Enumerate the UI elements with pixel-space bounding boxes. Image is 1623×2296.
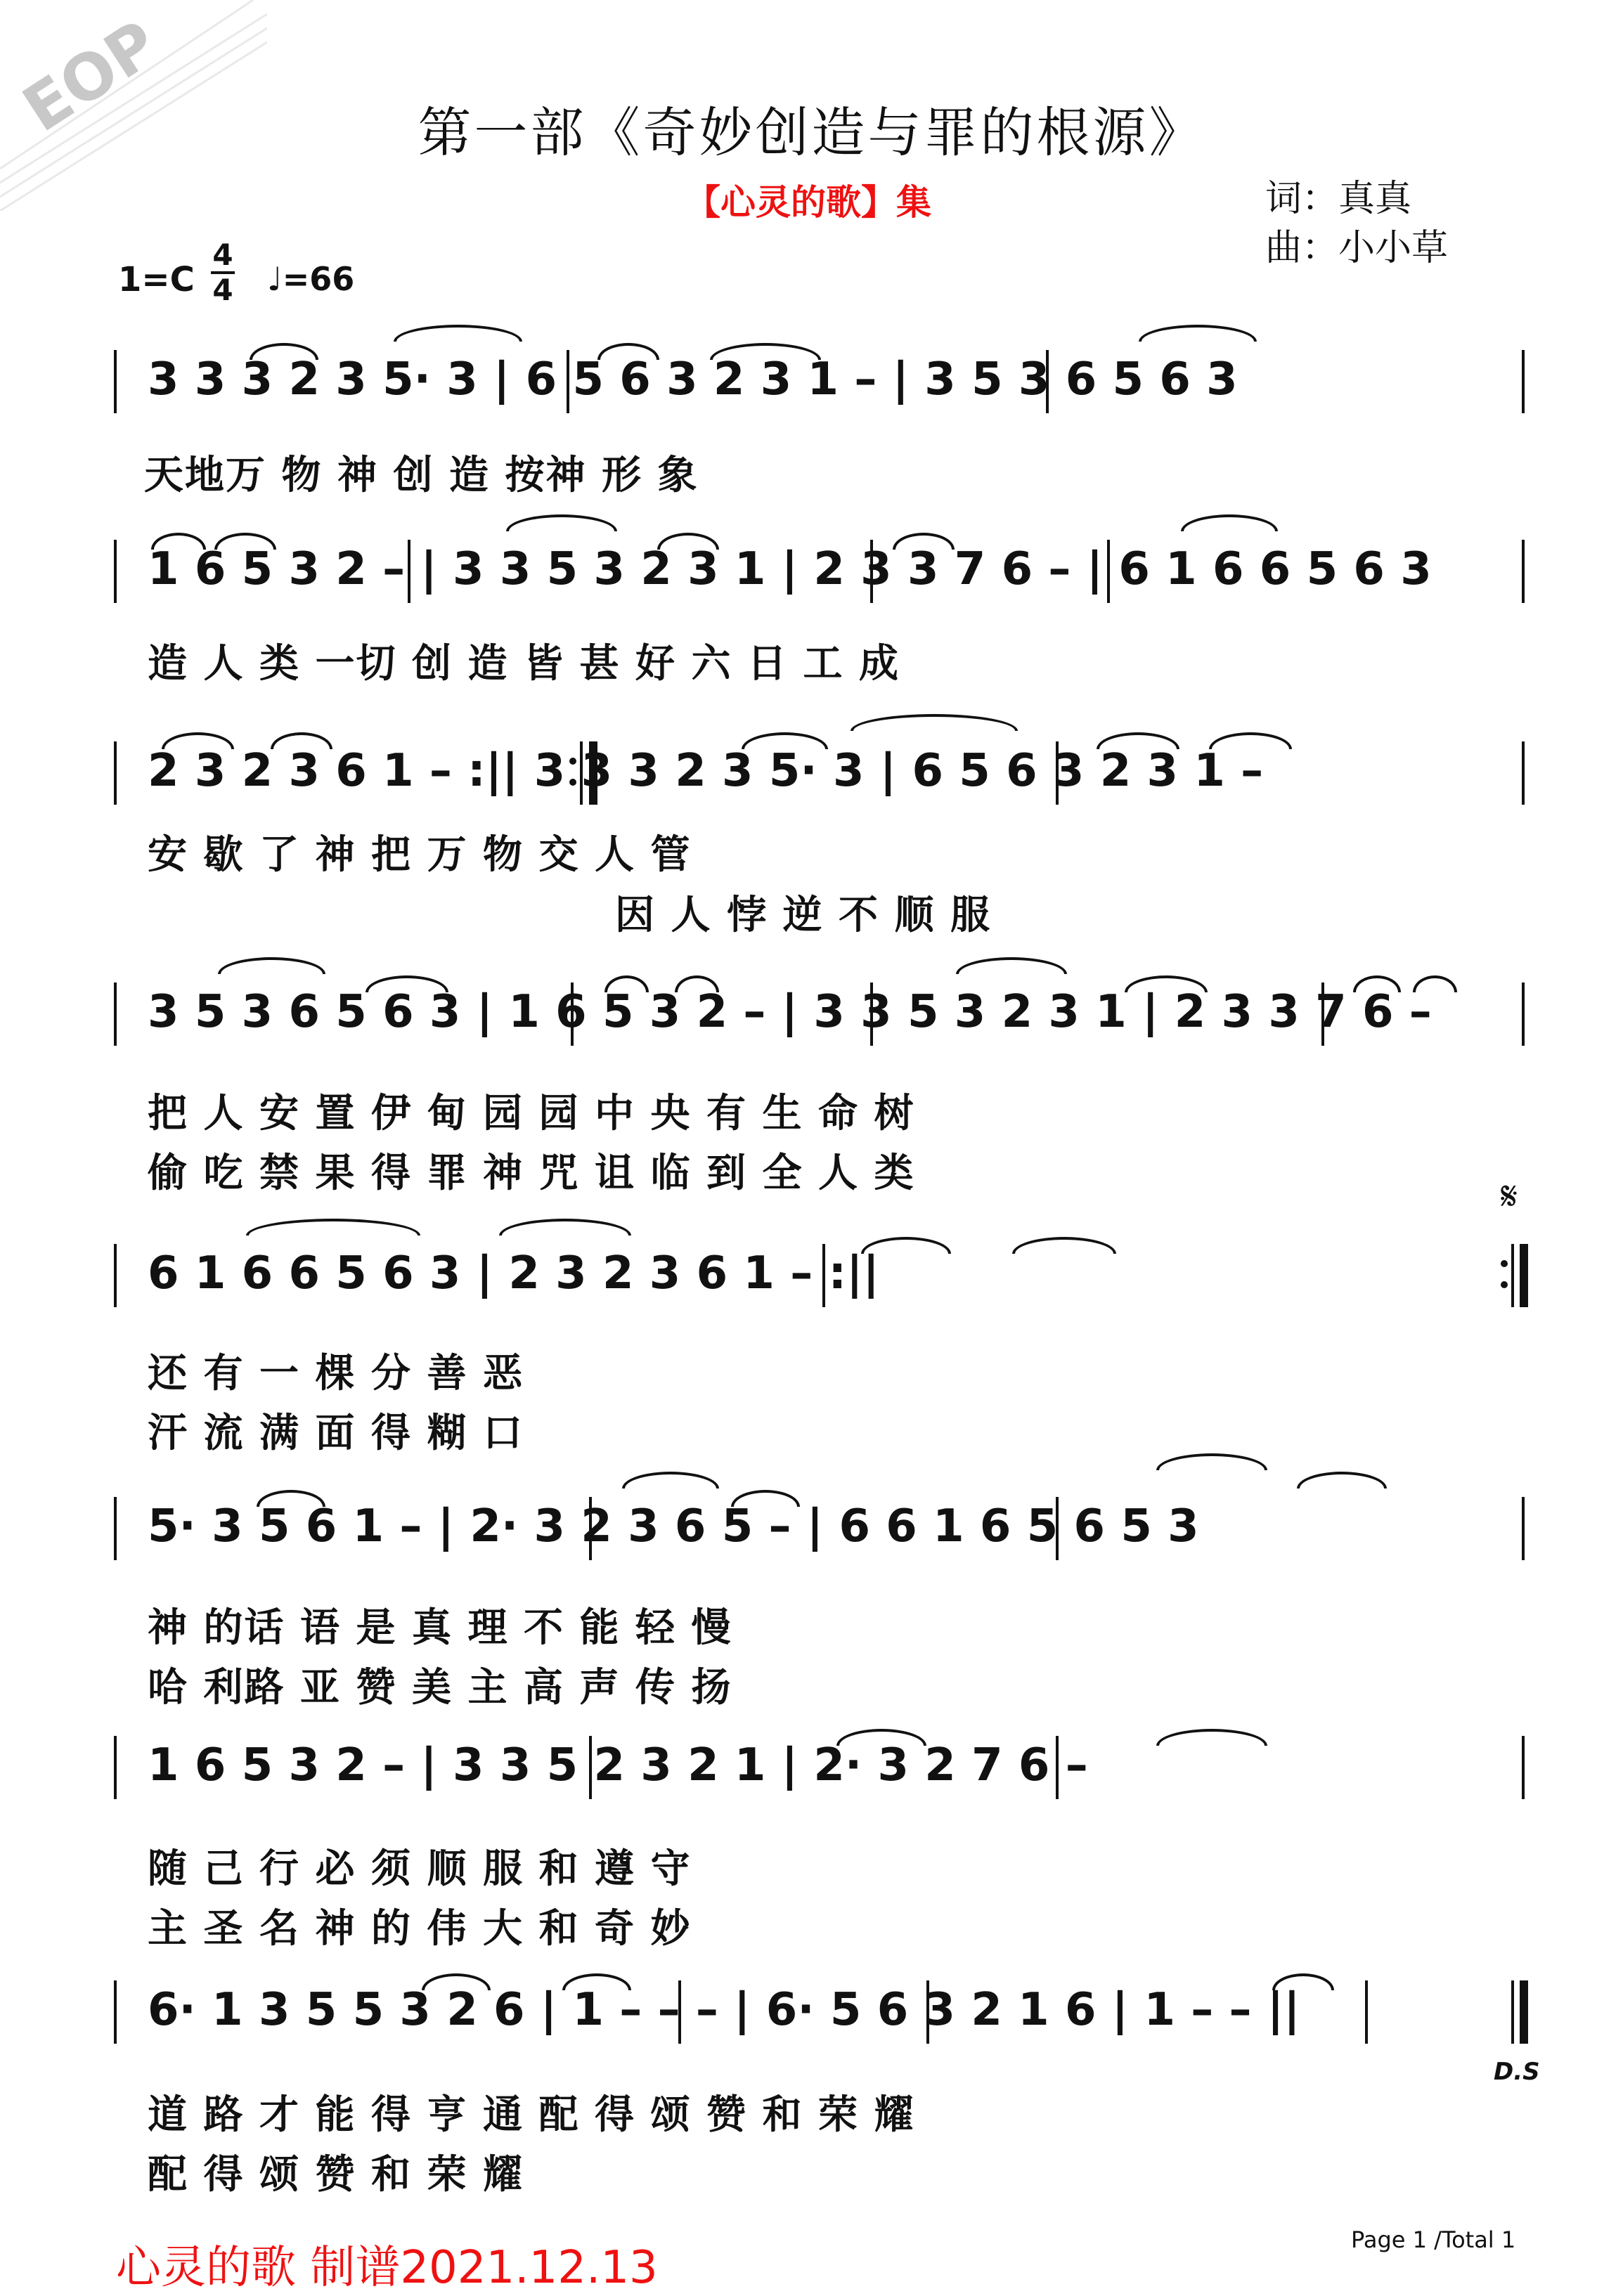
key-signature: 1=C bbox=[118, 260, 195, 299]
lyrics-system-6-verse-1: 神 的话 语 是 真 理 不 能 轻 慢 bbox=[148, 1605, 732, 1651]
page-counter: Page 1 /Total 1 bbox=[1351, 2226, 1516, 2253]
notes-system-4: 3 5 3 6 5 6 3 | 1 6 5 3 2 – | 3 3 5 3 2 3 1 | 2 3 3 7 6 – bbox=[148, 986, 1432, 1038]
segno-sign: 𝄋 bbox=[1501, 1174, 1518, 1219]
notes-system-1: 3 3 3 2 3 5· 3 | 6 5 6 3 2 3 1 – | 3 5 3 6 5 6 3 bbox=[148, 354, 1238, 406]
time-signature bbox=[211, 239, 235, 306]
notes-system-6: 5· 3 5 6 1 – | 2· 3 2 3 6 5 – | 6 6 1 6 5 6 5 3 bbox=[148, 1500, 1199, 1552]
lyrics-system-3-verse-1: 安 歇 了 神 把 万 物 交 人 管 bbox=[148, 832, 692, 878]
footer-credit: 心灵的歌 制谱2021.12.13 bbox=[116, 2242, 658, 2294]
notes-system-8: 6· 1 3 5 5 3 2 6 | 1 – – – | 6· 5 6 3 2 1 6 | 1 – – || bbox=[148, 1984, 1300, 2036]
watermark-text: EOP bbox=[10, 6, 172, 147]
lyricist-credit: 词：真真 bbox=[1265, 178, 1412, 220]
lyrics-system-7-verse-2: 主 圣 名 神 的 伟 大 和 奇 妙 bbox=[148, 1906, 692, 1952]
lyrics-system-2-verse-1: 造 人 类 一切 创 造 皆 甚 好 六 日 工 成 bbox=[148, 641, 900, 687]
tempo-marking: ♩=66 bbox=[267, 260, 355, 298]
lyrics-system-4-verse-2: 偷 吃 禁 果 得 罪 神 咒 诅 临 到 全 人 类 bbox=[148, 1150, 915, 1196]
composer-credit: 曲：小小草 bbox=[1265, 227, 1449, 269]
time-signature-bottom: 4 bbox=[212, 273, 233, 307]
lyrics-system-8-verse-2: 配 得 颂 赞 和 荣 耀 bbox=[148, 2152, 524, 2198]
lyrics-system-1-verse-1: 天地万 物 神 创 造 按神 形 象 bbox=[144, 453, 699, 498]
collection-subtitle: 【心灵的歌】集 bbox=[685, 182, 931, 223]
lyrics-system-3-verse-2: 因 人 悖 逆 不 顺 服 bbox=[615, 893, 991, 938]
lyrics-system-6-verse-2: 哈 利路 亚 赞 美 主 高 声 传 扬 bbox=[148, 1665, 732, 1711]
notes-system-7: 1 6 5 3 2 – | 3 3 5 2 3 2 1 | 2· 3 2 7 6 – bbox=[148, 1739, 1088, 1791]
lyrics-system-7-verse-1: 随 己 行 必 须 顺 服 和 遵 守 bbox=[148, 1846, 692, 1892]
lyrics-system-4-verse-1: 把 人 安 置 伊 甸 园 园 中 央 有 生 命 树 bbox=[148, 1091, 915, 1136]
lyrics-system-5-verse-2: 汗 流 满 面 得 糊 口 bbox=[148, 1410, 524, 1456]
time-signature-top: 4 bbox=[212, 238, 233, 272]
notes-system-2: 1 6 5 3 2 – | 3 3 5 3 2 3 1 | 2 3 3 7 6 – | 6 1 6 6 5 6 3 bbox=[148, 543, 1432, 595]
dal-segno-marking: D.S bbox=[1494, 2058, 1540, 2086]
notes-system-3: 2 3 2 3 6 1 – :|| 3 3 3 2 3 5· 3 | 6 5 6 3 2 3 1 – bbox=[148, 745, 1264, 797]
notes-system-5: 6 1 6 6 5 6 3 | 2 3 2 3 6 1 – :|| bbox=[148, 1247, 879, 1299]
lyrics-system-5-verse-1: 还 有 一 棵 分 善 恶 bbox=[148, 1351, 524, 1396]
lyrics-system-8-verse-1: 道 路 才 能 得 亨 通 配 得 颂 赞 和 荣 耀 bbox=[148, 2092, 915, 2138]
song-title: 第一部《奇妙创造与罪的根源》 bbox=[418, 101, 1205, 164]
